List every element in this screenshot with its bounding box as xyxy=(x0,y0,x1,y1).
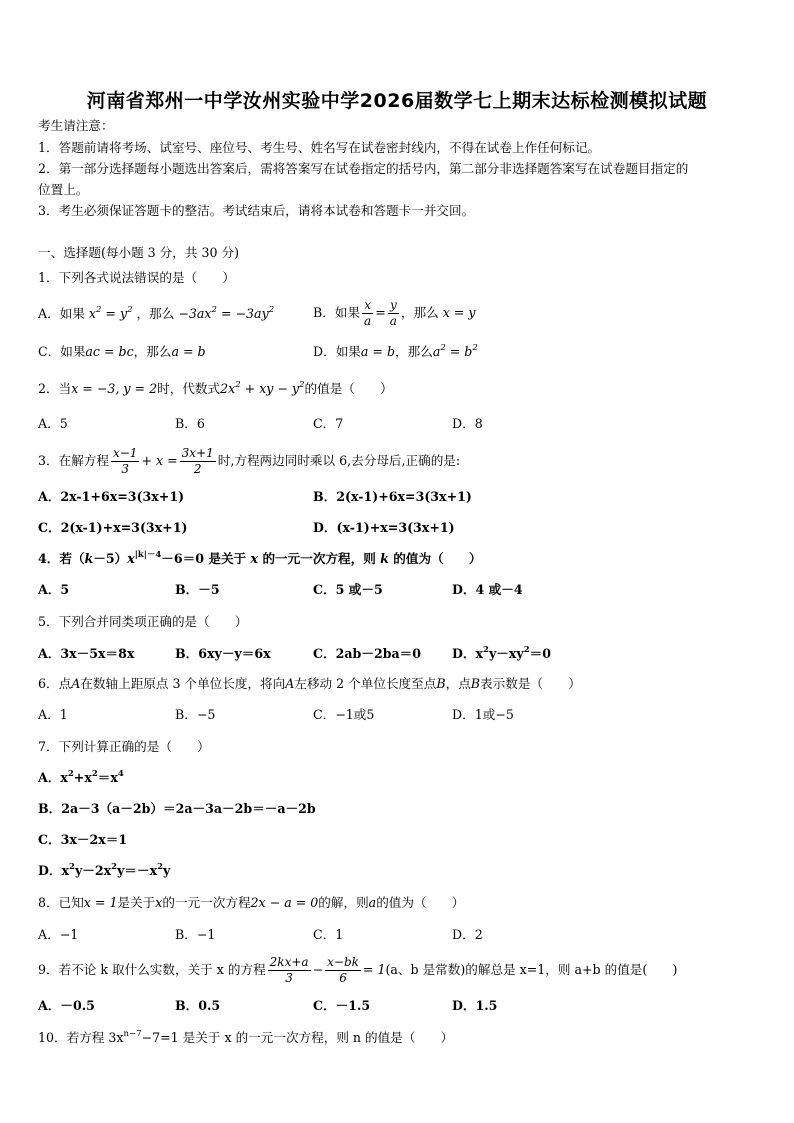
question-7-option-b: B．2a－3（a－2b）＝2a－3a－2b＝－a－2b xyxy=(38,801,316,816)
question-3-stem: 3．在解方程 $\frac{x-1}{3}$ + x = $\frac{3x+1}{2}$ 时,方程两边同时乘以 6,去分母后,正确的是: xyxy=(38,446,461,476)
question-2-option-d: D．8 xyxy=(452,416,483,431)
question-9-stem: 9．若不论 k 取什么实数，关于 x 的方程 $\frac{2kx+a}{3}$ − $\frac{x-bk}{6}$ = 1(a、b 是常数)的解总是 x=1，则 a+b 的值是( ) xyxy=(38,955,678,985)
question-5-option-c: C．2ab－2ba＝0 xyxy=(313,646,422,661)
question-1-option-c: C．如果ac = bc，那么a = b xyxy=(38,344,206,359)
question-4-option-a: A．5 xyxy=(38,582,70,597)
question-1-stem: 1．下列各式说法错误的是（ ） xyxy=(38,270,235,285)
notice-item-3: 3．考生必须保证答题卡的整洁。考试结束后，请将本试卷和答题卡一并交回。 xyxy=(38,203,475,218)
question-5-option-d: D．$x^2y-xy^2=0$ xyxy=(452,645,551,661)
question-2-option-a: A．5 xyxy=(38,416,68,431)
question-4-option-d: D．4 或－4 xyxy=(452,582,523,597)
question-8-option-d: D．2 xyxy=(452,927,483,942)
notice-heading: 考生请注意： xyxy=(38,118,114,133)
question-3-option-d: D．(x-1)+x=3(3x+1) xyxy=(313,520,455,535)
question-8-option-b: B．−1 xyxy=(175,927,216,942)
question-9-option-b: B．0.5 xyxy=(175,998,221,1013)
question-10-stem: 10．若方程 $3x^{n-7}-7=1$ 是关于 x 的一元一次方程，则 n 的值是（ ） xyxy=(38,1029,454,1045)
question-7-option-d: D．$x^2y-2x^2y=-x^2y$ xyxy=(38,862,171,878)
question-6-option-b: B．−5 xyxy=(175,707,216,722)
question-6-stem: 6．点A在数轴上距原点 3 个单位长度，将向A左移动 2 个单位长度至点B，点B表示数是（ ） xyxy=(38,676,581,691)
question-8-stem: 8．已知x = 1是关于x的一元一次方程2x − a = 0的解，则a的值为（ ） xyxy=(38,895,465,910)
question-2-option-c: C．7 xyxy=(313,416,344,431)
notice-item-1: 1．答题前请将考场、试室号、座位号、考生号、姓名写在试卷密封线内，不得在试卷上作任何标记。 xyxy=(38,140,601,155)
question-9-option-d: D．1.5 xyxy=(452,998,498,1013)
question-5-option-b: B．6xy－y＝6x xyxy=(175,646,271,661)
question-8-option-c: C．1 xyxy=(313,927,344,942)
question-4-option-c: C．5 或－5 xyxy=(313,582,383,597)
question-3-option-a: A．2x-1+6x=3(3x+1) xyxy=(38,489,185,504)
question-7-option-c: C．3x－2x＝1 xyxy=(38,832,128,847)
question-2-option-b: B．6 xyxy=(175,416,205,431)
question-8-option-a: A．−1 xyxy=(38,927,79,942)
question-3-option-b: B．2(x-1)+6x=3(3x+1) xyxy=(313,489,472,504)
question-5-stem: 5．下列合并同类项正确的是（ ） xyxy=(38,614,248,629)
question-1-option-a: A．如果 $x^2 = y^2$ ，那么 $-3ax^2 = -3ay^2$ xyxy=(38,305,275,321)
question-5-option-a: A．3x－5x＝8x xyxy=(38,646,135,661)
question-4-stem: 4．若$(k-5)x^{|k|-4}-6=0$ 是关于 x 的一元一次方程，则 k 的值为（ ） xyxy=(38,550,482,566)
notice-item-2-cont: 位置上。 xyxy=(38,182,89,197)
notice-item-2: 2．第一部分选择题每小题选出答案后，需将答案写在试卷指定的括号内，第二部分非选择题答案写在试卷题目指定的 xyxy=(38,161,689,176)
question-6-option-c: C．−1或5 xyxy=(313,707,375,722)
page-title: 河南省郑州一中学汝州实验中学2026届数学七上期末达标检测模拟试题 xyxy=(86,90,708,112)
question-7-option-a: A．$x^2+x^2=x^4$ xyxy=(38,769,124,785)
question-6-option-d: D．1或−5 xyxy=(452,707,514,722)
question-3-option-c: C．2(x-1)+x=3(3x+1) xyxy=(38,520,188,535)
question-6-option-a: A．1 xyxy=(38,707,68,722)
question-7-stem: 7．下列计算正确的是（ ） xyxy=(38,739,210,754)
question-9-option-c: C．－1.5 xyxy=(313,998,371,1013)
question-2-stem: 2．当x = −3, y = 2时，代数式$2x^2$ + xy − $y^2$的值是（ ） xyxy=(38,380,393,396)
question-4-option-b: B．－5 xyxy=(175,582,220,597)
question-9-option-a: A．－0.5 xyxy=(38,998,95,1013)
question-1-option-b: B．如果 $\frac{x}{a}$ = $\frac{y}{a}$ ，那么 x = y xyxy=(313,298,476,328)
section-heading: 一、选择题(每小题 3 分，共 30 分) xyxy=(38,245,240,260)
question-1-option-d: D．如果a = b，那么$a^2 = b^2$ xyxy=(313,343,478,359)
